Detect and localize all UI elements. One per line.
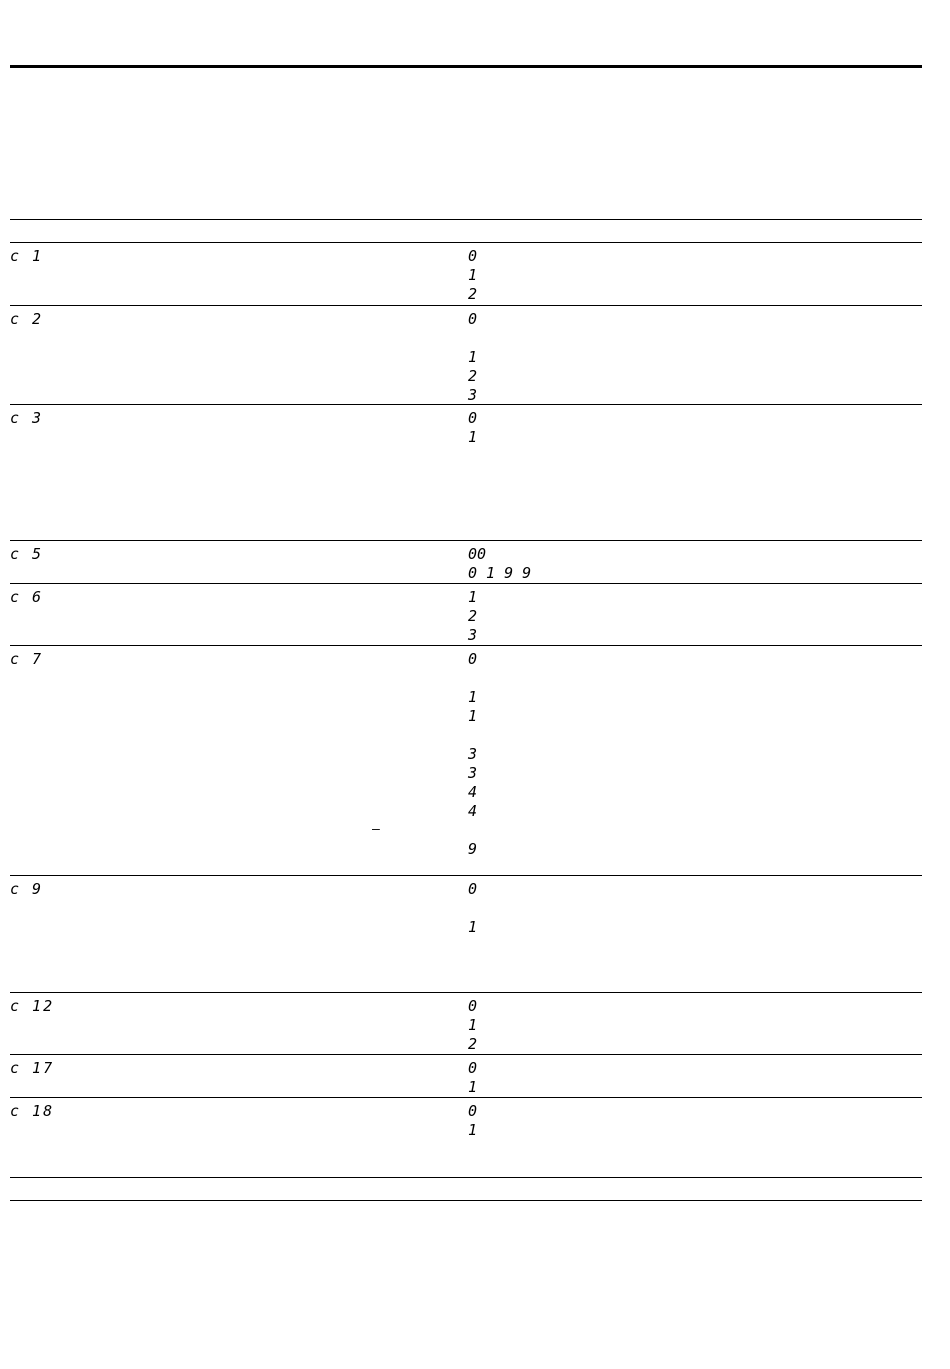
setting-value-spacer [468, 329, 477, 348]
row-divider [10, 645, 922, 646]
setting-values [468, 310, 477, 405]
setting-code: c 17 [10, 1059, 55, 1077]
setting-value: 4 [468, 783, 478, 801]
setting-value: 0 [468, 310, 478, 328]
setting-code: c 6 [10, 588, 44, 606]
setting-code: c 7 [10, 650, 44, 668]
setting-value: 0 [468, 1102, 478, 1120]
setting-value: 0 [468, 650, 478, 668]
row-divider [10, 1177, 922, 1178]
setting-value: 3 [468, 745, 478, 763]
setting-value: 0 [468, 409, 478, 427]
setting-value: 0 [468, 997, 478, 1015]
dash-mark: – [372, 822, 380, 837]
setting-value-spacer [468, 726, 477, 745]
row-divider [10, 305, 922, 306]
row-divider [10, 875, 922, 876]
setting-value: 2 [468, 285, 478, 303]
setting-value: 1 [468, 1121, 478, 1139]
setting-code: c 3 [10, 409, 44, 427]
table-top-rule [10, 219, 922, 220]
setting-value-spacer [468, 821, 477, 840]
setting-value: 0 [468, 1059, 478, 1077]
setting-value: 1 [468, 688, 478, 706]
setting-value: 3 [468, 386, 478, 404]
setting-code: c 9 [10, 880, 44, 898]
setting-value: 9 [468, 840, 478, 858]
setting-values [468, 247, 477, 304]
row-divider [10, 540, 922, 541]
setting-values [468, 545, 531, 583]
setting-value: 1 [468, 1078, 478, 1096]
setting-code: c 1 [10, 247, 44, 265]
setting-values [468, 997, 477, 1054]
setting-value: 1 [468, 348, 478, 366]
row-divider [10, 1054, 922, 1055]
setting-value: 3 [468, 764, 478, 782]
setting-code: c 12 [10, 997, 55, 1015]
setting-value-spacer [468, 669, 477, 688]
row-divider [10, 583, 922, 584]
row-divider [10, 1097, 922, 1098]
setting-value: 2 [468, 367, 478, 385]
setting-value: 0 [468, 247, 478, 265]
row-divider [10, 404, 922, 405]
setting-values [468, 1102, 477, 1140]
setting-values [468, 880, 477, 937]
setting-code: c 5 [10, 545, 44, 563]
setting-values [468, 588, 477, 645]
setting-value: 1 [468, 707, 478, 725]
setting-value: 3 [468, 626, 478, 644]
setting-value: 0 [468, 880, 478, 898]
setting-value: 1 [468, 1016, 478, 1034]
setting-values [468, 409, 477, 447]
setting-value: 0 1 9 9 [468, 564, 532, 582]
setting-value: 00 [468, 545, 487, 563]
setting-values [468, 650, 477, 859]
setting-value: 1 [468, 918, 478, 936]
setting-value: 1 [468, 428, 478, 446]
setting-value: 4 [468, 802, 478, 820]
setting-value: 1 [468, 588, 478, 606]
setting-value: 1 [468, 266, 478, 284]
top-rule [10, 65, 922, 68]
setting-code: c 18 [10, 1102, 55, 1120]
setting-value: 2 [468, 1035, 478, 1053]
header-rule [10, 242, 922, 243]
setting-code: c 2 [10, 310, 44, 328]
row-divider [10, 992, 922, 993]
table-bottom-rule [10, 1200, 922, 1201]
setting-value: 2 [468, 607, 478, 625]
setting-value-spacer [468, 899, 477, 918]
setting-values [468, 1059, 477, 1097]
